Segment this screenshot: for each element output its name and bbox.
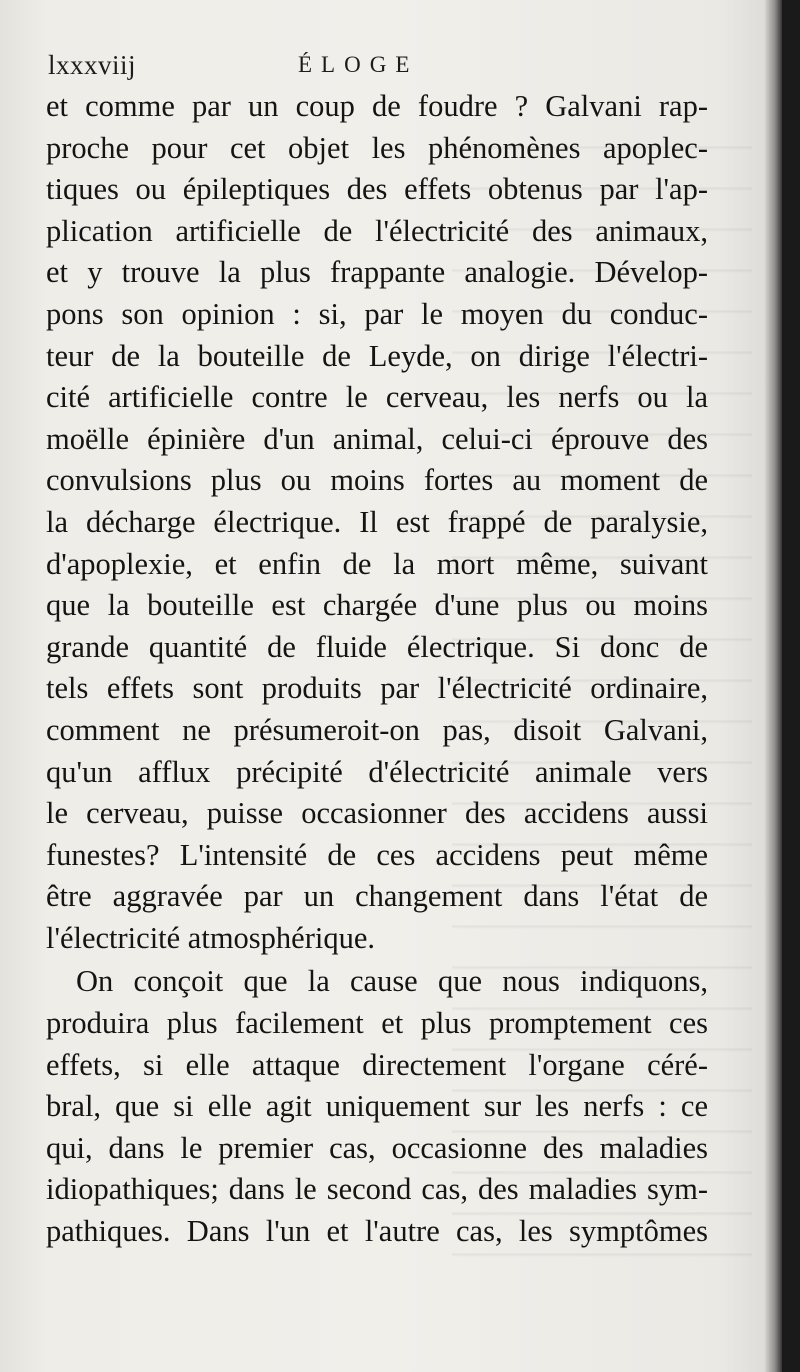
- text-line: tels effets sont produits par l'électricité ordinaire,: [46, 671, 708, 706]
- text-line: convulsions plus ou moins fortes au moment de: [46, 463, 708, 498]
- page-edge-shadow: [764, 0, 782, 1372]
- text-line: bral, que si elle agit uniquement sur les nerfs : ce: [46, 1089, 708, 1124]
- text-line: et y trouve la plus frappante analogie. Dévelop-: [46, 255, 708, 290]
- text-line: pons son opinion : si, par le moyen du conduc-: [46, 296, 708, 331]
- scan-border: [782, 0, 800, 1372]
- text-line: et comme par un coup de foudre ? Galvani rap-: [46, 89, 708, 123]
- text-line: produira plus facilement et plus promptement ces: [46, 1006, 708, 1041]
- text-line: grande quantité de fluide électrique. Si donc de: [46, 629, 708, 664]
- text-line: cité artificielle contre le cerveau, les nerfs ou la: [46, 380, 708, 415]
- text-line: effets, si elle attaque directement l'organe céré-: [46, 1047, 708, 1082]
- body-text: [46, 86, 708, 1253]
- text-line: moëlle épinière d'un animal, celui-ci éprouve des: [46, 421, 708, 456]
- text-line: qu'un afflux précipité d'électricité animale vers: [46, 754, 708, 789]
- paragraph-2: [46, 961, 708, 1252]
- running-title: ÉLOGE: [298, 52, 419, 77]
- text-line: idiopathiques; dans le second cas, des maladies sym-: [46, 1172, 708, 1207]
- text-line: comment ne présumeroit-on pas, disoit Galvani,: [46, 712, 708, 747]
- text-line: que la bouteille est chargée d'une plus ou moins: [46, 588, 708, 623]
- text-line: d'apoplexie, et enfin de la mort même, suivant: [46, 546, 708, 581]
- text-line: On conçoit que la cause que nous indiquons,: [76, 964, 708, 999]
- text-line: funestes? L'intensité de ces accidens peut même: [46, 837, 708, 872]
- text-line: qui, dans le premier cas, occasionne des maladies: [46, 1130, 708, 1165]
- text-line: pathiques. Dans l'un et l'autre cas, les symptômes: [46, 1214, 708, 1249]
- text-line: teur de la bouteille de Leyde, on dirige l'électri-: [46, 338, 708, 373]
- text-line: plication artificielle de l'électricité des animaux,: [46, 213, 708, 248]
- paragraph-1: [46, 86, 708, 959]
- text-line: la décharge électrique. Il est frappé de paralysie,: [46, 504, 708, 539]
- page-number: lxxxviij: [48, 50, 137, 80]
- text-line: le cerveau, puisse occasionner des accidens aussi: [46, 796, 708, 831]
- text-line: tiques ou épileptiques des effets obtenus par l'ap-: [46, 172, 708, 207]
- text-line: proche pour cet objet les phénomènes apoplec-: [46, 130, 708, 165]
- text-line: être aggravée par un changement dans l'état de: [46, 879, 708, 914]
- page-header: [48, 50, 708, 90]
- text-line: l'électricité atmosphérique.: [46, 920, 375, 955]
